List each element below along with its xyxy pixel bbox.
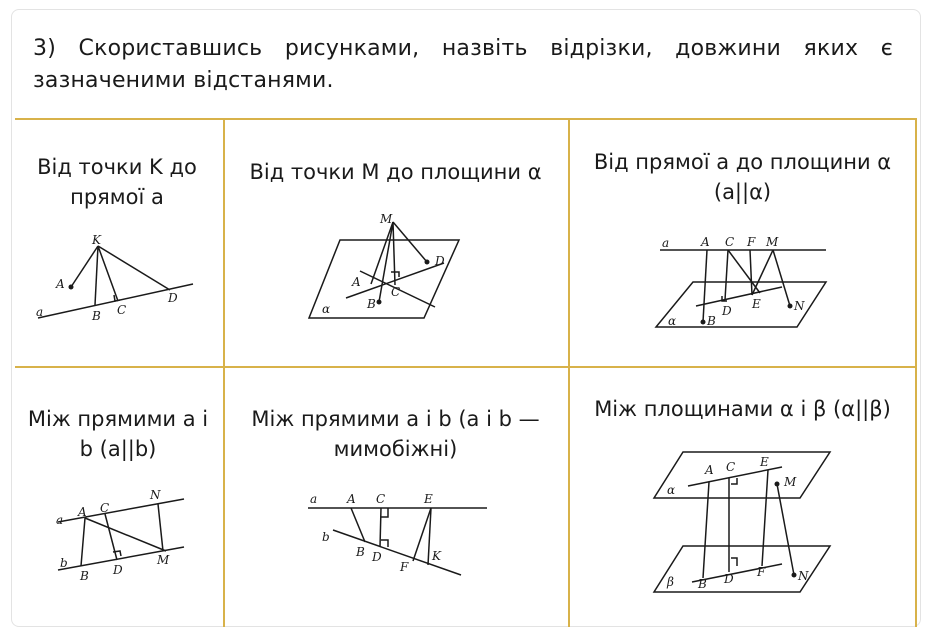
label-A: A [352,275,361,289]
label-a: a [36,305,44,319]
label-B: B [707,314,716,328]
task-text: 3) Скориставшись рисунками, назвіть відрізки, довжини яких є зазначеними відстанями. [33,36,893,93]
label-D: D [168,291,178,305]
label-C: C [376,492,386,506]
label-B: B [698,577,707,591]
label-F: F [757,565,766,579]
label-N: N [150,488,161,502]
label-F: F [400,560,409,574]
label-C: C [725,235,735,249]
label-A: A [701,235,710,249]
label-C: C [726,460,736,474]
label-N: N [798,569,809,583]
label-B: B [80,569,89,583]
label-C: C [100,501,110,515]
cell-title-parallel-lines: Між прямими a і b (a||b) [27,407,209,461]
label-A: A [78,505,87,519]
label-B: B [367,297,376,311]
cell-title-point-to-plane: Від точки M до площини α [249,160,542,184]
label-E: E [424,492,433,506]
cell-title-line-to-plane: Від прямої a до площини α (a||α) [593,150,892,204]
label-K: K [92,233,101,247]
label-C: C [391,285,401,299]
label-E: E [760,455,769,469]
label-D: D [722,304,732,318]
label-D: D [724,572,734,586]
cell-title-skew-lines: Між прямими a і b (a і b — мимобіжні) [251,407,540,461]
label-F: F [747,235,756,249]
label-b: b [60,556,68,570]
label-C: C [117,303,127,317]
label-B: B [356,545,365,559]
label-D: D [372,550,382,564]
label-K: K [432,549,441,563]
cell-title-point-to-line: Від точки K до прямої a [37,155,197,209]
label-a: a [662,236,670,250]
label-B: B [92,309,101,323]
label-alpha: α [322,302,331,316]
cell-title-parallel-planes: Між площинами α і β (α||β) [594,397,891,421]
label-E: E [752,297,761,311]
label-A: A [347,492,356,506]
label-beta: β [667,575,674,589]
label-alpha: α [667,483,676,497]
label-M: M [157,553,170,567]
label-N: N [794,299,805,313]
label-b: b [322,530,330,544]
label-D: D [113,563,123,577]
label-a: a [310,492,318,506]
label-M: M [766,235,779,249]
label-alpha: α [668,314,677,328]
label-M: M [380,212,393,226]
label-A: A [705,463,714,477]
label-D: D [435,254,445,268]
label-A: A [56,277,65,291]
label-M: M [784,475,797,489]
label-a: a [56,513,64,527]
